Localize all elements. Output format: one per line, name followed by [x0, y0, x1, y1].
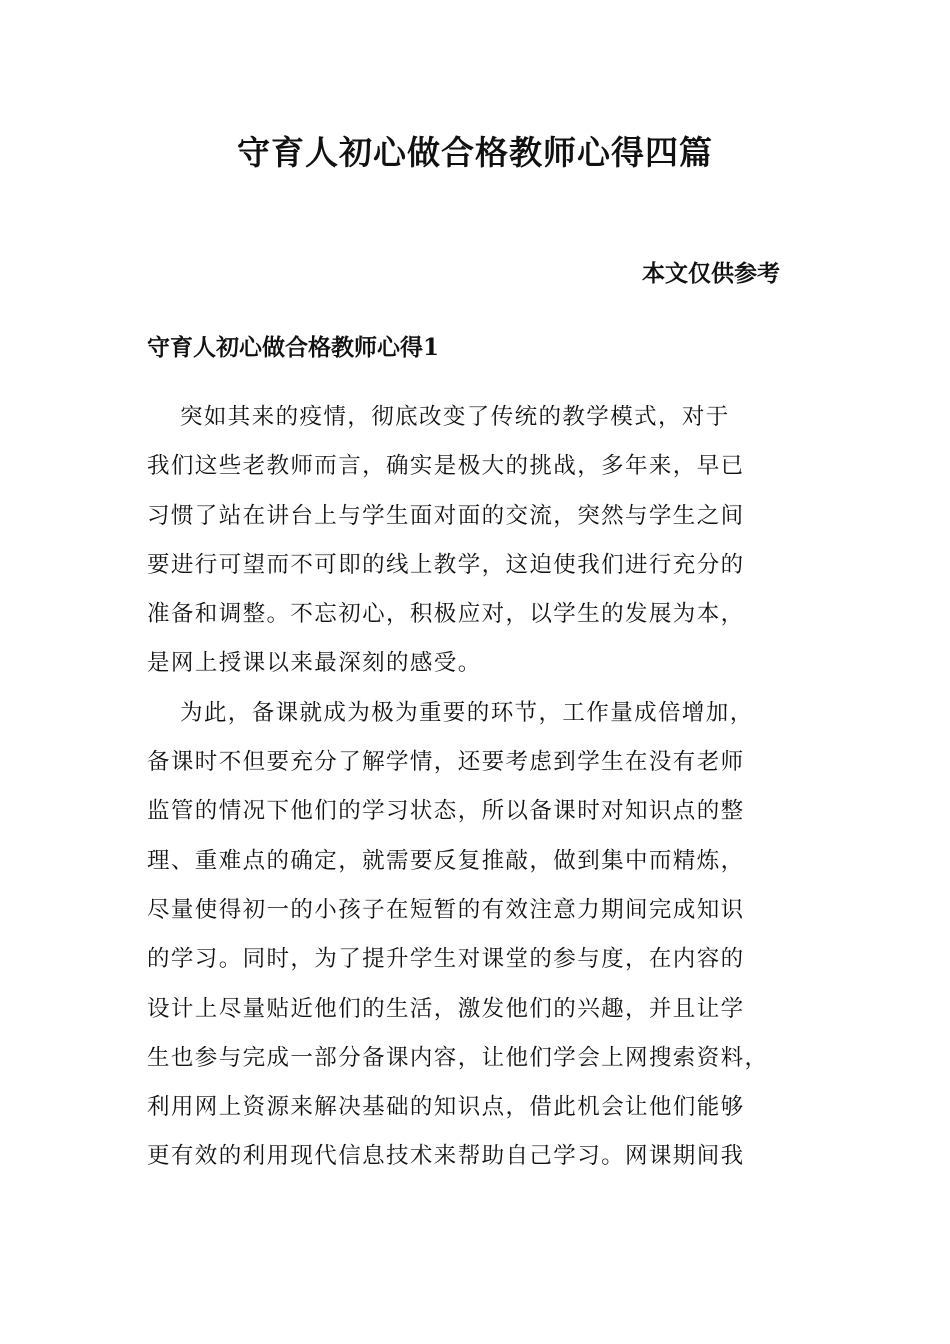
- body-text: [147, 397, 807, 1186]
- text-line: 利用网上资源来解决基础的知识点，借此机会让他们能够: [147, 1094, 745, 1121]
- text-line: 尽量使得初一的小孩子在短暂的有效注意力期间完成知识: [147, 896, 745, 923]
- section-heading: 守育人初心做合格教师心得1: [147, 334, 440, 361]
- text-line: 突如其来的疫情，彻底改变了传统的教学模式，对于: [180, 404, 730, 430]
- text-line: 备课时不但要充分了解学情，还要考虑到学生在没有老师: [147, 749, 745, 776]
- reference-note: 本文仅供参考: [642, 260, 780, 287]
- text-line: 我们这些老教师而言，确实是极大的挑战，多年来，早已: [147, 453, 745, 480]
- text-line: 理、重难点的确定，就需要反复推敲，做到集中而精炼，: [147, 847, 745, 874]
- text-line: 更有效的利用现代信息技术来帮助自己学习。网课期间我: [147, 1143, 745, 1170]
- document-title: 守育人初心做合格教师心得四篇: [237, 133, 713, 172]
- text-line: 设计上尽量贴近他们的生活，激发他们的兴趣，并且让学: [147, 995, 745, 1022]
- text-line: 为此，备课就成为极为重要的环节，工作量成倍增加，: [180, 699, 754, 726]
- text-line: 准备和调整。不忘初心，积极应对，以学生的发展为本，: [147, 601, 745, 628]
- text-line: 生也参与完成一部分备课内容，让他们学会上网搜索资料，: [147, 1044, 769, 1071]
- text-line: 的学习。同时，为了提升学生对课堂的参与度，在内容的: [147, 946, 745, 973]
- text-line: 监管的情况下他们的学习状态，所以备课时对知识点的整: [147, 798, 745, 825]
- text-line: 习惯了站在讲台上与学生面对面的交流，突然与学生之间: [147, 502, 745, 529]
- text-line: 要进行可望而不可即的线上教学，这迫使我们进行充分的: [147, 551, 745, 578]
- text-line: 是网上授课以来最深刻的感受。: [147, 650, 482, 677]
